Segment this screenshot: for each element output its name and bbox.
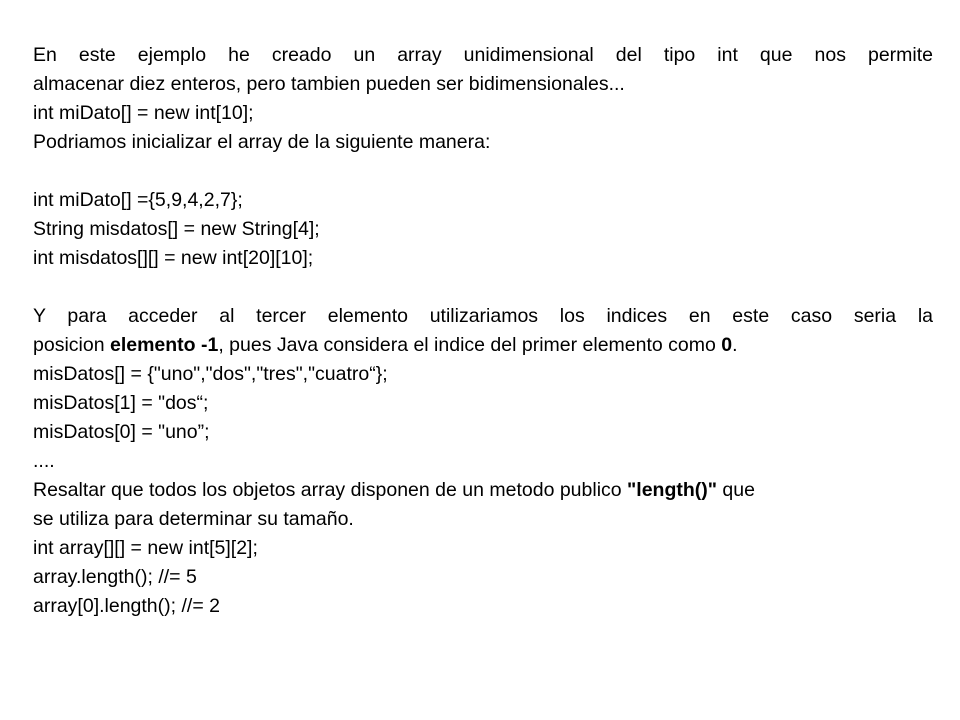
- blank-line: [33, 273, 933, 302]
- access-line-1: Y para acceder al tercer elemento utilizariamos los indices en este caso seria la: [33, 305, 933, 327]
- ellipsis: ....: [33, 450, 55, 472]
- code-line-array-init: int miDato[] ={5,9,4,2,7};: [33, 189, 243, 211]
- access-text-b: , pues Java considera el indice del primer elemento como: [218, 334, 722, 356]
- code-line-string-init: misDatos[] = {"uno","dos","tres","cuatro“};: [33, 363, 388, 385]
- access-bold-element: elemento -1: [109, 334, 219, 356]
- access-line-2: [33, 331, 933, 360]
- code-line-2d-array: int misdatos[][] = new int[20][10];: [33, 247, 314, 269]
- code-line-array-5x2: int array[][] = new int[5][2];: [33, 537, 258, 559]
- access-bold-zero: 0: [721, 334, 733, 356]
- length-line-1: [33, 476, 933, 505]
- slide-body: [33, 41, 933, 621]
- blank-line: [33, 157, 933, 186]
- length-text-a: Resaltar que todos los objetos array disponen de un metodo publico: [33, 479, 628, 501]
- access-text-a: posicion: [33, 334, 110, 356]
- code-line-length: array.length(); //= 5: [33, 566, 197, 588]
- code-line-assign-1: misDatos[1] = "dos“;: [33, 392, 209, 414]
- code-line-assign-0: misDatos[0] = "uno”;: [33, 421, 210, 443]
- code-line-string-array: String misdatos[] = new String[4];: [33, 218, 320, 240]
- code-line-array-declaration: int miDato[] = new int[10];: [33, 102, 254, 124]
- intro-line-2: almacenar diez enteros, pero tambien pueden ser bidimensionales...: [33, 73, 625, 95]
- length-line-2: se utiliza para determinar su tamaño.: [33, 508, 354, 530]
- init-text: Podriamos inicializar el array de la siguiente manera:: [33, 131, 491, 153]
- length-bold-method: "length()": [627, 479, 718, 501]
- length-text-b: que: [717, 479, 755, 501]
- code-line-subarray-length: array[0].length(); //= 2: [33, 595, 220, 617]
- intro-line-1: En este ejemplo he creado un array unidimensional del tipo int que nos permite: [33, 44, 933, 66]
- access-text-c: .: [732, 334, 738, 356]
